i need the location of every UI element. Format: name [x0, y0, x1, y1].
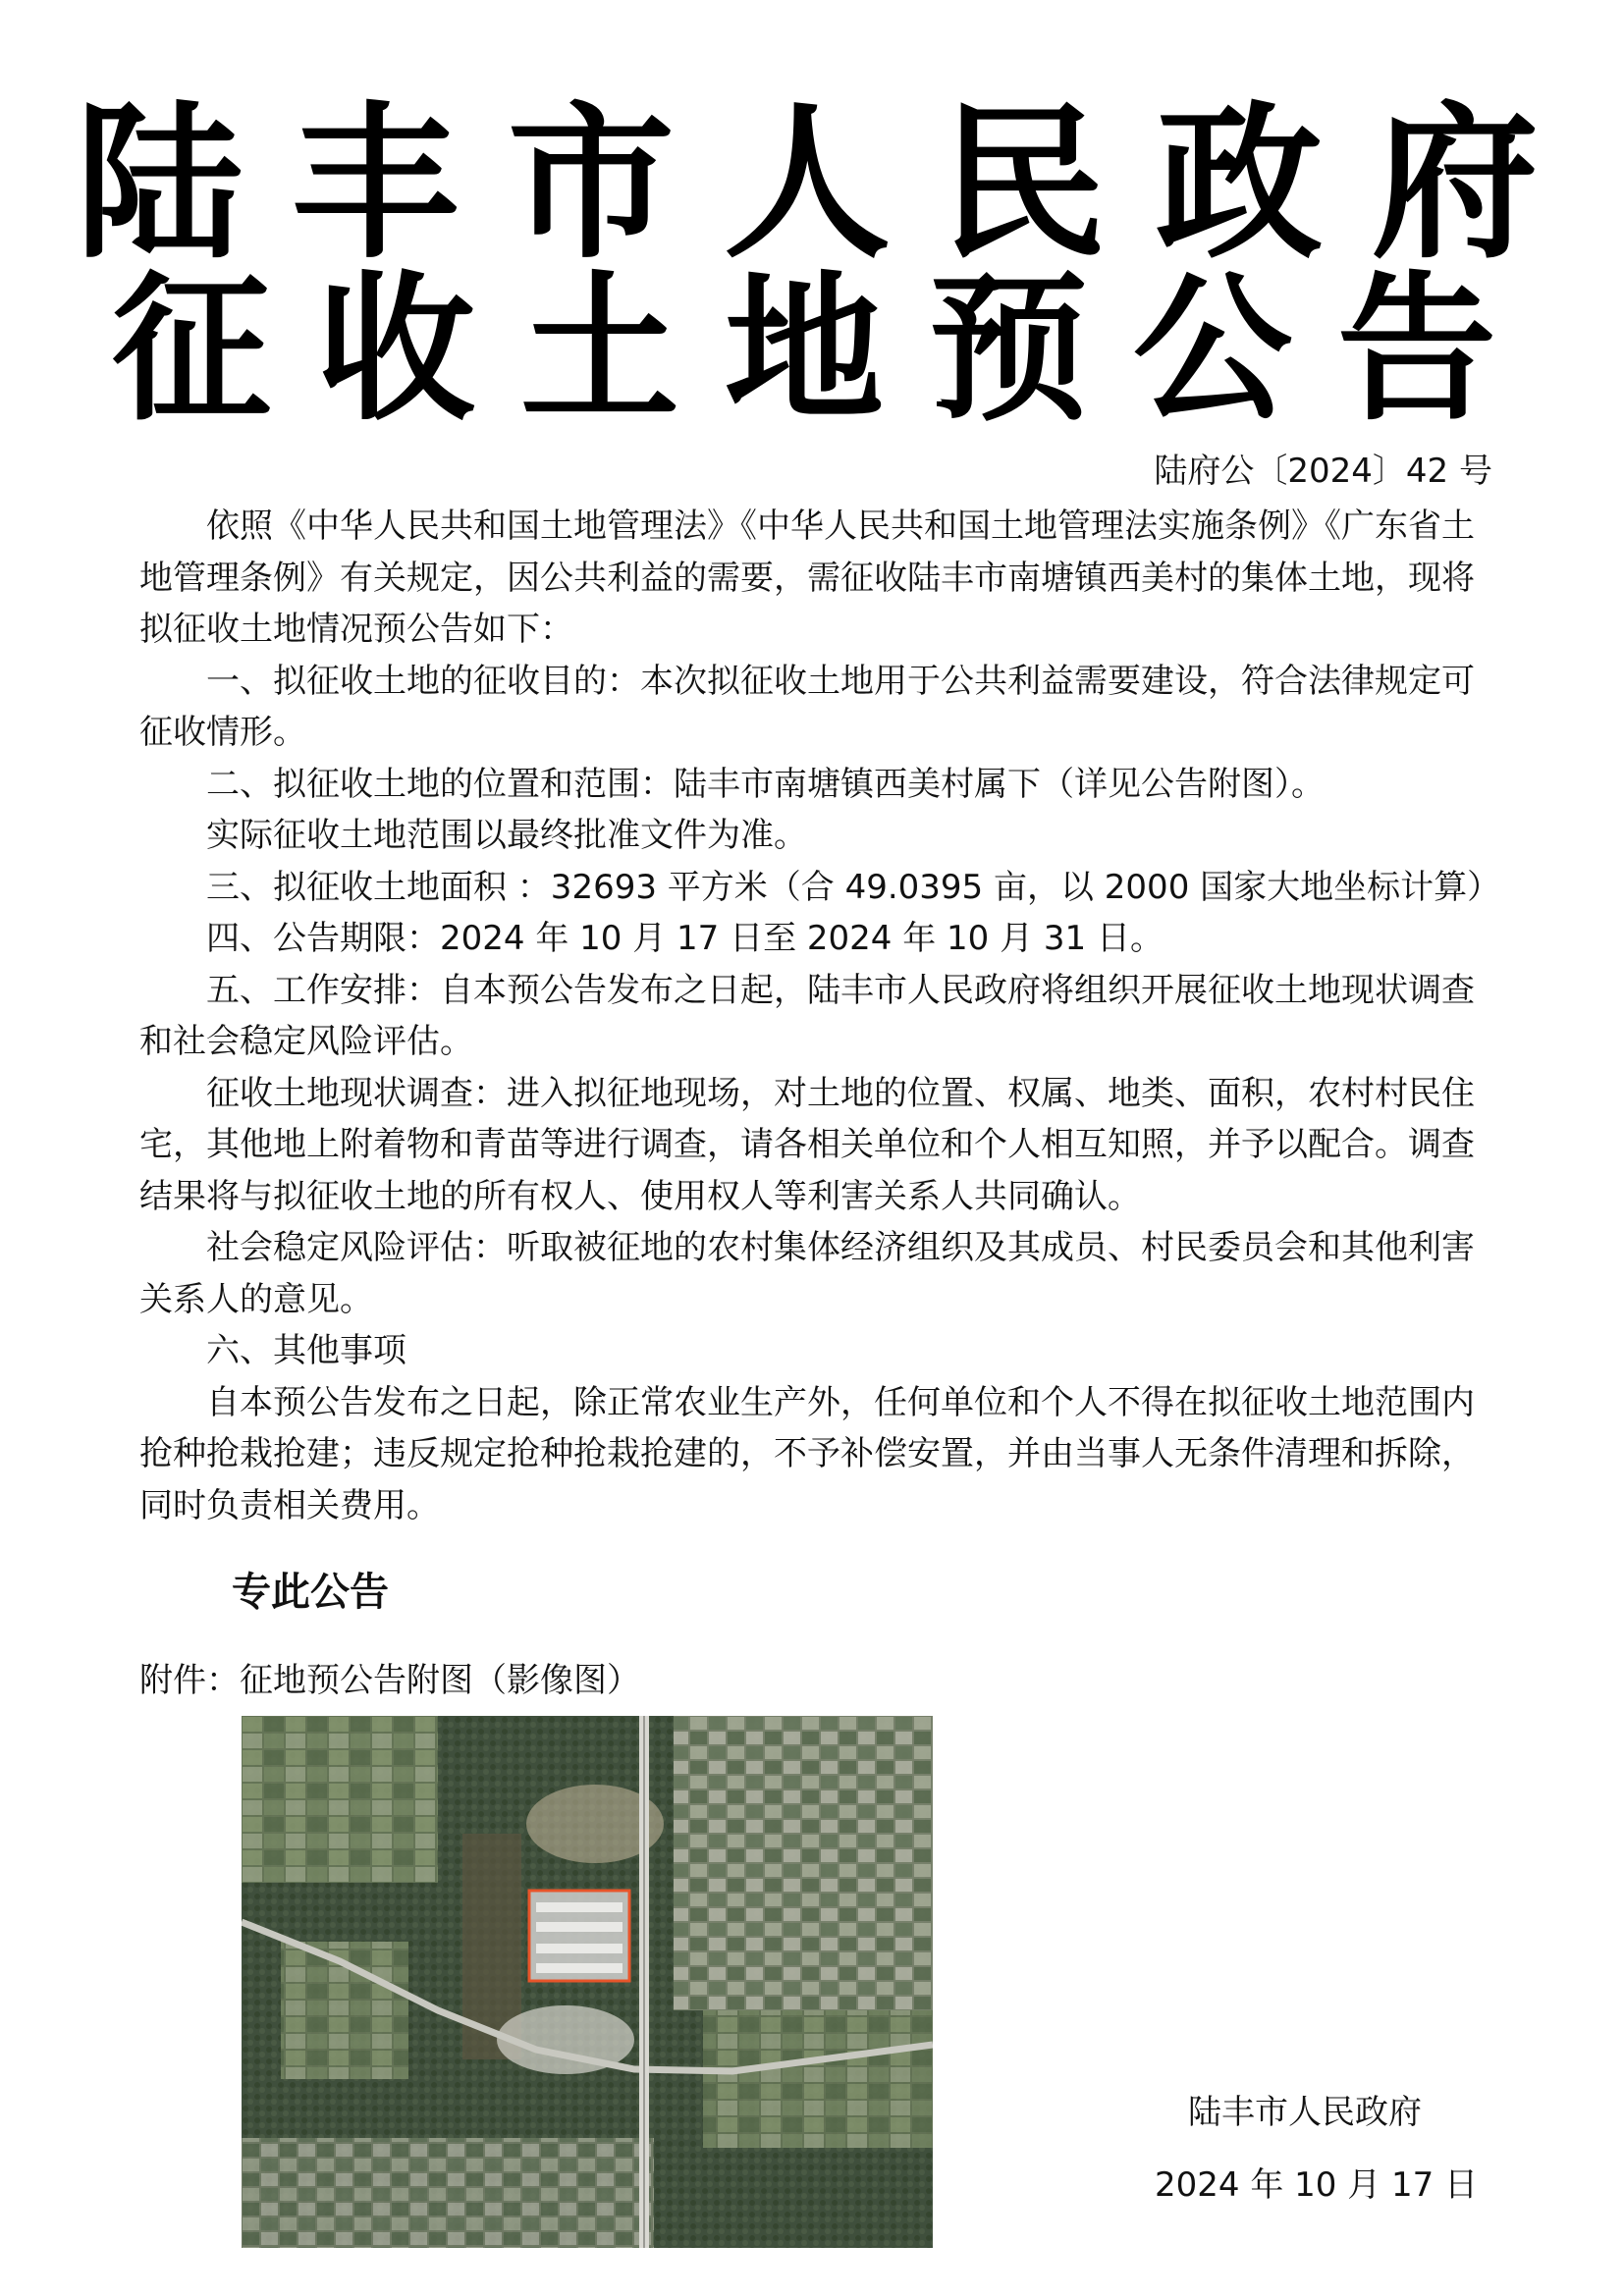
- paragraph-survey: 征收土地现状调查：进入拟征地现场，对土地的位置、权属、地类、面积，农村村民住宅，其他地上附着物和青苗等进行调查，请各相关单位和个人相互知照，并予以配合。调查结果将与拟征收土地的所有权人、使用权人等利害关系人共同确认。: [139, 1073, 1475, 1216]
- title-line-1: 陆丰市人民政府: [75, 87, 1588, 282]
- paragraph-area: 三、拟征收土地面积 ：32693 平方米（合 49.0395 亩，以 2000 国家大地坐标计算）: [206, 867, 1501, 907]
- paragraph-scope-note: 实际征收土地范围以最终批准文件为准。: [206, 816, 807, 855]
- paragraph-other-heading: 六、其他事项: [206, 1331, 406, 1370]
- paragraph-intro: 依照《中华人民共和国土地管理法》《中华人民共和国土地管理法实施条例》《广东省土地管理条例》有关规定，因公共利益的需要，需征收陆丰市南塘镇西美村的集体土地，现将拟征收土地情况预公告如下：: [139, 507, 1475, 649]
- signature-organization: 陆丰市人民政府: [1188, 2093, 1422, 2132]
- signature-date: 2024 年 10 月 17 日: [1155, 2165, 1479, 2205]
- closing-statement: 专此公告: [232, 1569, 389, 1615]
- notice-body: [139, 501, 1501, 1531]
- title-line-2: 征收土地预公告: [112, 258, 1542, 443]
- paragraph-other: 自本预公告发布之日起，除正常农业生产外，任何单位和个人不得在拟征收土地范围内抢种抢栽抢建；违反规定抢种抢栽抢建的，不予补偿安置，并由当事人无条件清理和拆除，同时负责相关费用。: [139, 1382, 1475, 1525]
- satellite-map-graphic: [242, 1716, 933, 2248]
- document-number: 陆府公〔2024〕42 号: [1154, 452, 1492, 491]
- paragraph-purpose: 一、拟征收土地的征收目的：本次拟征收土地用于公共利益需要建设，符合法律规定可征收情形。: [139, 661, 1475, 752]
- paragraph-arrangement: 五、工作安排：自本预公告发布之日起，陆丰市人民政府将组织开展征收土地现状调查和社会稳定风险评估。: [139, 970, 1475, 1061]
- attachment-label: 附件：征地预公告附图（影像图）: [139, 1661, 640, 1700]
- paragraph-risk: 社会稳定风险评估：听取被征地的农村集体经济组织及其成员、村民委员会和其他利害关系人的意见。: [139, 1228, 1475, 1319]
- satellite-map-image: [242, 1716, 933, 2248]
- paragraph-period: 四、公告期限：2024 年 10 月 17 日至 2024 年 10 月 31 日。: [206, 919, 1164, 958]
- paragraph-location: 二、拟征收土地的位置和范围：陆丰市南塘镇西美村属下（详见公告附图）。: [206, 764, 1325, 804]
